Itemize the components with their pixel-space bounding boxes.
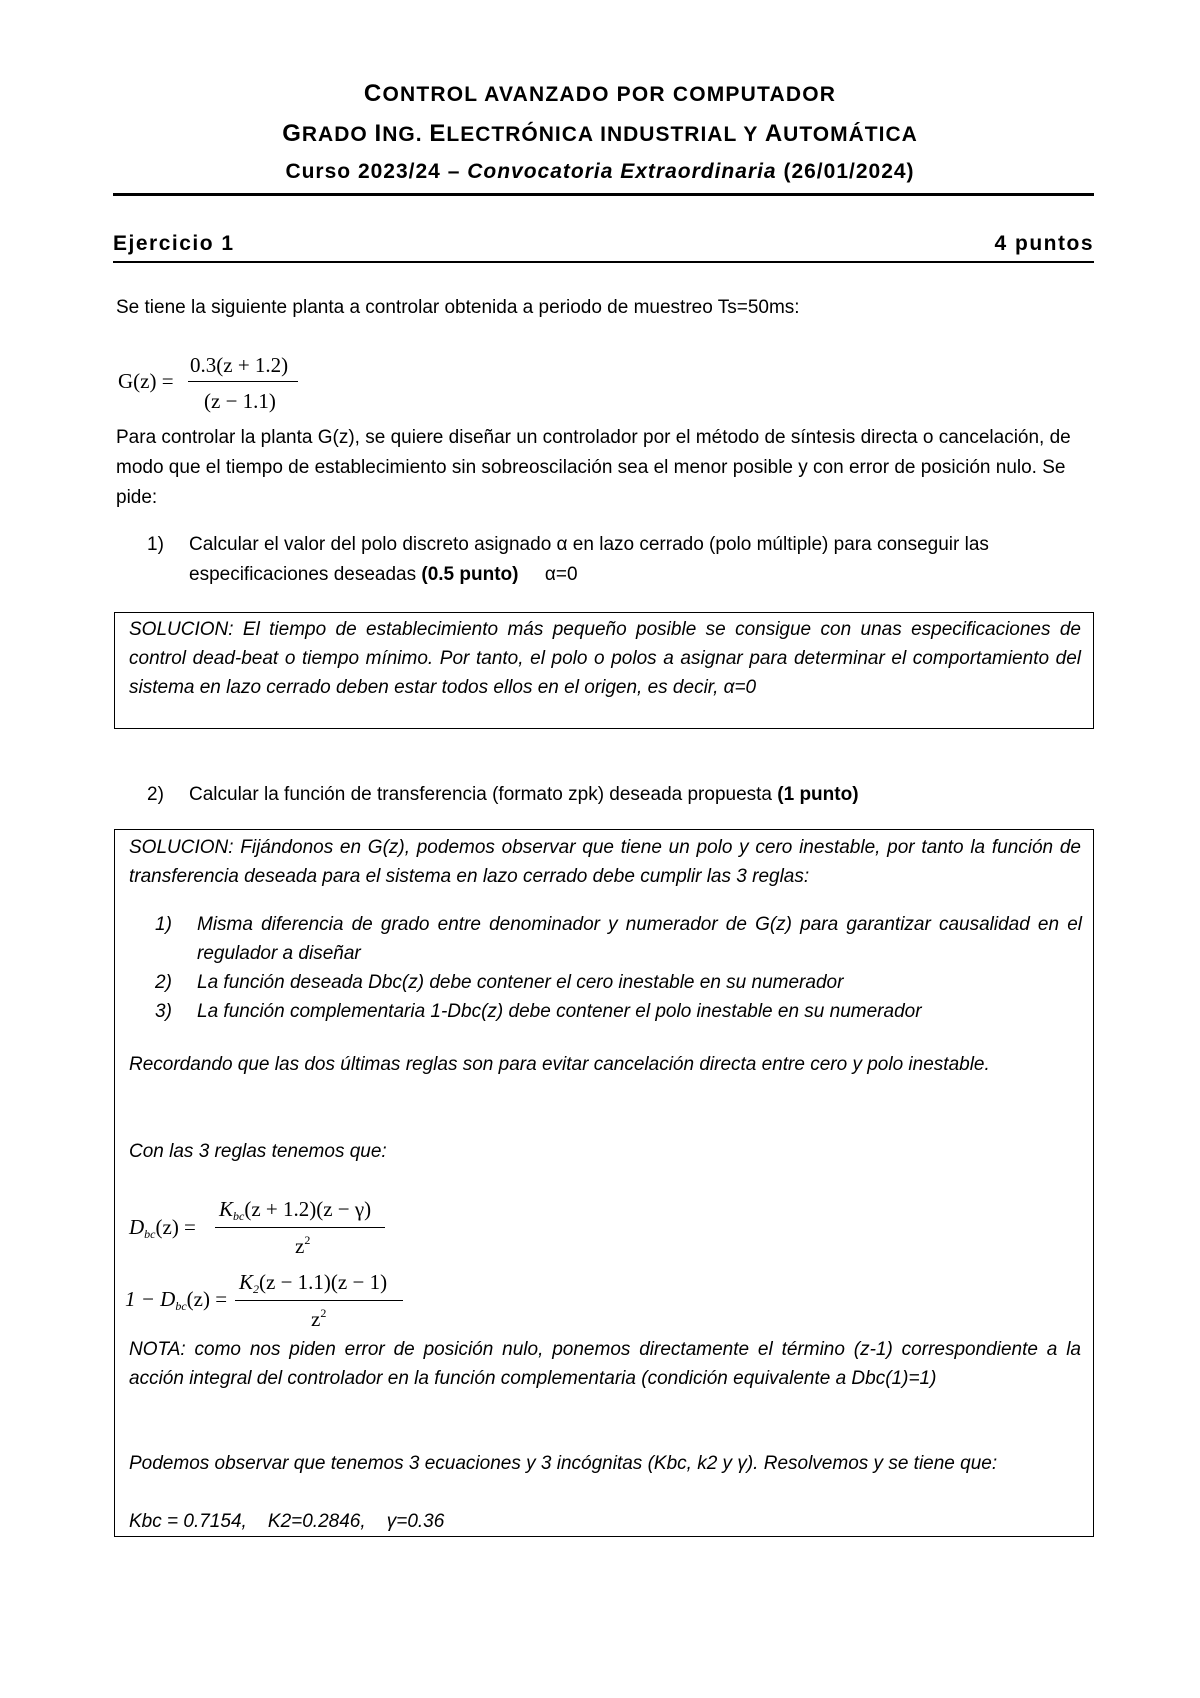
equation-complement-numerator: $K_2(z - 1.1)(z - 1)$ bbox=[239, 1270, 388, 1296]
nota-text: NOTA: como nos piden error de posición nulo, ponemos directamente el término (z-1) correspondiente a la acción integral del controlador en la función complementaria (condición equivalente a Dbc(1)=1) bbox=[129, 1339, 1081, 1389]
equation-complement-denominator: $z^2$ bbox=[311, 1306, 327, 1331]
equation-dbc-denominator: $z^2$ bbox=[295, 1233, 311, 1258]
header-divider bbox=[113, 193, 1094, 196]
solve-text: Podemos observar que tenemos 3 ecuaciones y 3 incógnitas (Kbc, k2 y γ). Resolvemos y se tiene que: bbox=[129, 1453, 998, 1474]
question-2-number: 2) bbox=[147, 784, 164, 805]
plant-fraction-bar bbox=[188, 381, 298, 382]
exercise-title: Ejercicio 1 bbox=[113, 232, 235, 255]
equation-dbc-fraction-bar bbox=[215, 1227, 385, 1228]
exercise-divider bbox=[113, 261, 1094, 263]
equation-complement-fraction-bar bbox=[235, 1300, 403, 1301]
question-1-text: Calcular el valor del polo discreto asignado α en lazo cerrado (polo múltiple) para conseguir las especificaciones deseadas (0.5 punto) α=0 bbox=[189, 534, 989, 585]
exercise-heading bbox=[113, 232, 1094, 256]
session-line: Curso 2023/24 – Convocatoria Extraordinaria (26/01/2024) bbox=[285, 160, 915, 183]
exercise-points: 4 puntos bbox=[994, 232, 1094, 255]
result-values: Kbc = 0.7154, K2=0.2846, γ=0.36 bbox=[129, 1511, 445, 1532]
question-1-number: 1) bbox=[147, 534, 164, 555]
question-2-text: Calcular la función de transferencia (formato zpk) deseada propuesta (1 punto) bbox=[189, 784, 859, 805]
equation-dbc-numerator: $K_{bc}(z + 1.2)(z - \gamma)$ bbox=[219, 1197, 372, 1223]
equation-dbc-lhs: $D_{bc}(z)$ = bbox=[129, 1215, 196, 1241]
degree-title: GRADO ING. ELECTRÓNICA INDUSTRIAL Y AUTOMÁTICA bbox=[282, 120, 918, 147]
intro-text: Se tiene la siguiente planta a controlar obtenida a periodo de muestreo Ts=50ms: bbox=[116, 297, 800, 318]
question-1-answer: α=0 bbox=[544, 564, 578, 585]
solution-box-1 bbox=[114, 612, 1094, 729]
plant-denominator: (z − 1.1) bbox=[204, 389, 276, 413]
solution-box-2: SOLUCION: Fijándonos en G(z), podemos observar que tiene un polo y cero inestable, por tanto la función de transferencia deseada para el sistema en lazo cerrado debe cumplir las 3 reglas: 1) Misma diferencia de grado entre denominador y numerador de G(z) para garantizar causalidad en el regulador a diseñar 2) La función deseada Dbc(z) debe contener el cero inestable en su numerador 3) La función complementaria 1-Dbc(z) debe contener el polo inestable en su numerador Recordando que las dos últimas reglas son para evitar cancelación directa entre cero y polo inestable. Con las 3 reglas tenemos que: $D_{bc}(z)$ = $K_{bc}(z + 1.2)(z - \gamma)$ $z^2$ $1 - D_{bc}(z)$ = $K_2(z - 1.1)(z - 1)$ $z^2$ NOTA: como nos piden error de posición nulo, ponemos directamente el término (z-1) correspondiente a la acción integral del controlador en la función complementaria (condición equivalente a Dbc(1)=1) Podemos observar que tenemos 3 ecuaciones y 3 incógnitas (Kbc, k2 y γ). Resolvemos y se tiene que: Kbc = 0.7154, K2=0.2846, γ=0.36 bbox=[114, 829, 1094, 1537]
solution-1-text: SOLUCION: El tiempo de establecimiento más pequeño posible se consigue con unas especificaciones de control dead-beat o tiempo mínimo. Por tanto, el polo o polos a asignar para determinar el comportamiento del sistema en lazo cerrado deben estar todos ellos en el origen, es decir, α=0 bbox=[129, 619, 1081, 698]
recall-text: Recordando que las dos últimas reglas son para evitar cancelación directa entre cero y polo inestable. bbox=[129, 1054, 990, 1075]
rules-lead-text: Con las 3 reglas tenemos que: bbox=[129, 1141, 387, 1162]
plant-numerator: 0.3(z + 1.2) bbox=[190, 353, 289, 377]
equation-complement-lhs: $1 - D_{bc}(z)$ = bbox=[125, 1287, 228, 1313]
solution-2-intro: SOLUCION: Fijándonos en G(z), podemos observar que tiene un polo y cero inestable, por tanto la función de transferencia deseada para el sistema en lazo cerrado debe cumplir las 3 reglas: bbox=[129, 837, 1081, 887]
plant-lhs: G(z) = bbox=[118, 369, 174, 393]
course-title: CONTROL AVANZADO POR COMPUTADOR bbox=[363, 80, 837, 107]
problem-statement: Para controlar la planta G(z), se quiere diseñar un controlador por el método de síntesis directa o cancelación, de modo que el tiempo de establecimiento sin sobreoscilación sea el menor posible y con error de posición nulo. Se pide: bbox=[116, 427, 1071, 508]
